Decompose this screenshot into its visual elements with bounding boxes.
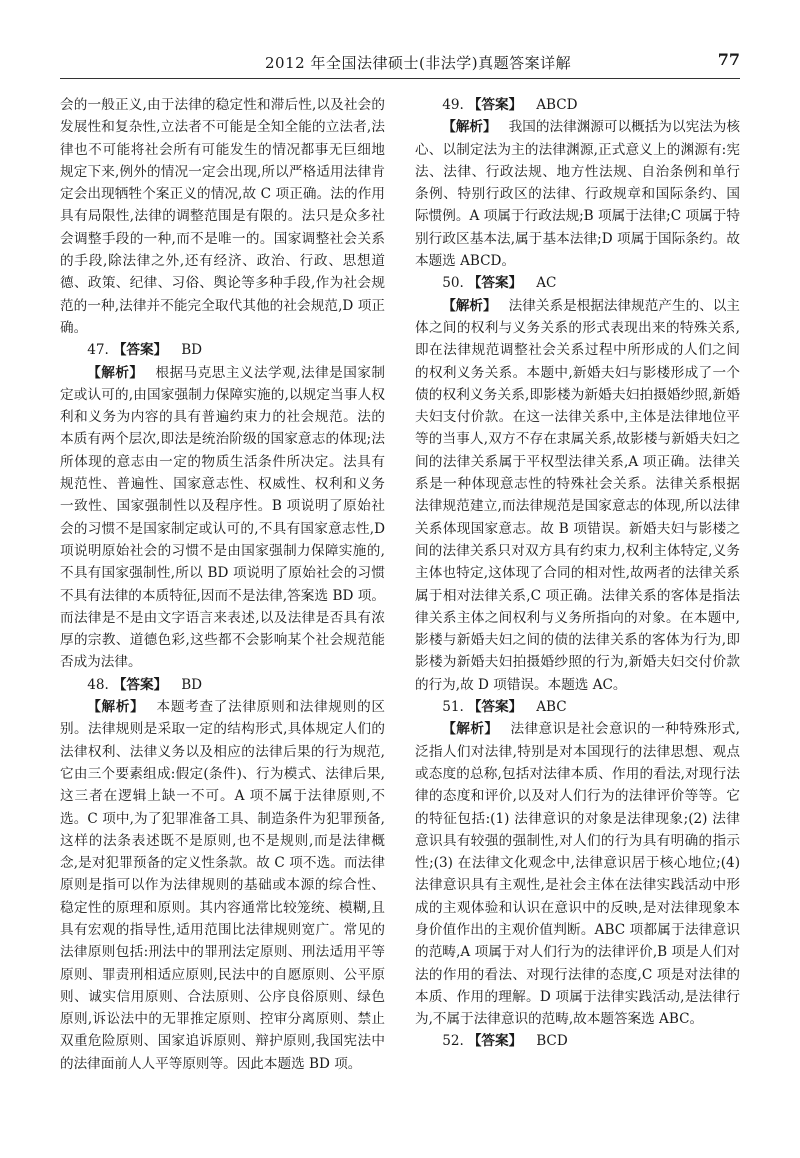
analysis-paragraph-q50 (415, 295, 740, 696)
analysis-paragraph-q47 (60, 362, 385, 674)
analysis-paragraph-q48 (60, 696, 385, 1075)
analysis-paragraph-q51 (415, 718, 740, 1030)
analysis-label: 【解析】 (87, 699, 145, 716)
answer-line-q49 (415, 94, 740, 116)
analysis-text: 法律意识是社会意识的一种特殊形式,泛指人们对法律,特别是对本国现行的法律思想、观点或态度的总称,包括对法律本质、作用的看法,对现行法律的态度和评价,以及对人们行为的法律评价等等。它的特征包括:(1) 法律意识的对象是法律现象;(2) 法律意识具有较强的强制性,对人们的行为具有明确的指示性;(3) 在法律文化观念中,法律意识居于核心地位;(4) 法律意识具有主观性,是社会主体在法律实践活动中形成的主观体验和认识在意识中的反映,是对法律现象本身价值作出的主观价值判断。ABC 项都属于法律意识的范畴,A 项属于对人们行为的法律评价,B 项是人们对法的作用的看法、对现行法律的态度,C 项是对法律的本质、作用的理解。D 项属于法律实践活动,是法律行为,不属于法律意识的范畴,故本题答案选 ABC。 (415, 721, 740, 1028)
answer-label: 【答案】 (112, 342, 168, 359)
answer-value: BCD (536, 1033, 568, 1050)
right-column (415, 94, 740, 1134)
answer-line-q51 (415, 696, 740, 718)
page-header (60, 50, 740, 76)
answer-value: BD (181, 676, 203, 693)
analysis-label: 【解析】 (442, 297, 497, 314)
answer-label: 【答案】 (467, 97, 523, 113)
answer-value: BD (181, 342, 203, 359)
analysis-paragraph-q49 (415, 116, 740, 272)
question-number: 51. (442, 699, 464, 716)
analysis-text: 法律关系是根据法律规范产生的、以主体之间的权利与义务关系的形式表现出来的特殊关系,即在法律规范调整社会关系过程中所形成的人们之间的权利义务关系。本题中,新婚夫妇与影楼形成了一个债的权利义务关系,即影楼为新婚夫妇拍摄婚纱照,新婚夫妇支付价款。在这一法律关系中,主体是法律地位平等的当事人,双方不存在隶属关系,故影楼与新婚夫妇之间的法律关系属于平权型法律关系,A 项正确。法律关系是一种体现意志性的特殊社会关系。法律关系根据法律规范建立,而法律规范是国家意志的体现,所以法律关系体现国家意志。故 B 项错误。新婚夫妇与影楼之间的法律关系只对双方具有约束力,权利主体特定,义务主体也特定,这体现了合同的相对性,故两者的法律关系属于相对法律关系,C 项正确。法律关系的客体是指法律关系主体之间权利与义务所指向的对象。在本题中,影楼与新婚夫妇之间的债的法律关系的客体为行为,即影楼为新婚夫妇拍摄婚纱照的行为,新婚夫妇交付价款的行为,故 D 项错误。本题选 AC。 (415, 297, 740, 693)
analysis-text: 根据马克思主义法学观,法律是国家制定或认可的,由国家强制力保障实施的,以规定当事人权利和义务为内容的具有普遍约束力的社会规范。法的本质有两个层次,即法是统治阶级的国家意志的体现;法所体现的意志由一定的物质生活条件所决定。法具有规范性、普遍性、国家意志性、权威性、权利和义务一致性、国家强制性以及程序性。B 项说明了原始社会的习惯不是国家制定或认可的,不具有国家意志性,D 项说明原始社会的习惯不是由国家强制力保障实施的,不具有国家强制性,所以 BD 项说明了原始社会的习惯不具有法律的本质特征,因而不是法律,答案选 BD 项。而法律是不是由文字语言来表述,以及法律是否具有浓厚的宗教、道德色彩,这些都不会影响某个社会规范能否成为法律。 (60, 364, 385, 671)
answer-value: AC (536, 275, 557, 292)
answer-label: 【答案】 (112, 676, 168, 693)
answer-line-q50 (415, 272, 740, 294)
question-number: 48. (87, 676, 109, 693)
answer-value: ABCD (536, 97, 578, 113)
analysis-text: 我国的法律渊源可以概括为以宪法为核心、以制定法为主的法律渊源,正式意义上的渊源有:宪法、法律、行政法规、地方性法规、自治条例和单行条例、特别行政区的法律、行政规章和国际条约、国际惯例。A 项属于行政法规;B 项属于法律;C 项属于特别行政区基本法,属于基本法律;D 项属于国际条约。故本题选 ABCD。 (415, 119, 740, 270)
page-number: 77 (717, 50, 740, 69)
running-title: 2012 年全国法律硕士(非法学)真题答案详解 (265, 54, 572, 72)
answer-line-q52 (415, 1030, 740, 1052)
question-number: 47. (87, 342, 109, 359)
question-number: 50. (442, 275, 464, 292)
analysis-label: 【解析】 (87, 364, 144, 381)
answer-label: 【答案】 (467, 1033, 523, 1050)
answer-line-q48 (60, 674, 385, 696)
continuation-paragraph: 会的一般正义,由于法律的稳定性和滞后性,以及社会的发展性和复杂性,立法者不可能是全知全能的立法者,法律也不可能将社会所有可能发生的情况都事无巨细地规定下来,例外的情况一定会出现,所以严格适用法律肯定会出现牺牲个案正义的情况,故 C 项正确。法的作用具有局限性,法律的调整范围是有限的。法只是众多社会调整手段的一种,而不是唯一的。国家调整社会关系的手段,除法律之外,还有经济、政治、行政、思想道德、政策、纪律、习俗、舆论等多种手段,作为社会规范的一种,法律并不能完全取代其他的社会规范,D 项正确。 (60, 97, 385, 336)
answer-label: 【答案】 (467, 699, 523, 716)
analysis-label: 【解析】 (442, 721, 499, 738)
analysis-text: 本题考查了法律原则和法律规则的区别。法律规则是采取一定的结构形式,具体规定人们的法律权利、法律义务以及相应的法律后果的行为规范,它由三个要素组成:假定(条件)、行为模式、法律后果,这三者在逻辑上缺一不可。A 项不属于法律原则,不选。C 项中,为了犯罪准备工具、制造条件为犯罪预备,这样的法条表述既不是原则,也不是规则,而是法律概念,是对犯罪预备的定义性条款。故 C 项不选。而法律原则是指可以作为法律规则的基础或本源的综合性、稳定性的原理和原则。其内容通常比较笼统、模糊,且具有宏观的指导性,适用范围比法律规则宽广。常见的法律原则包括:刑法中的罪刑法定原则、刑法适用平等原则、罪责刑相适应原则,民法中的自愿原则、公平原则、诚实信用原则、合法原则、公序良俗原则、绿色原则,诉讼法中的无罪推定原则、控审分离原则、禁止双重危险原则、国家追诉原则、辩护原则,我国宪法中的法律面前人人平等原则等。因此本题选 BD 项。 (60, 699, 385, 1072)
answer-value: ABC (536, 699, 567, 716)
question-number: 52. (442, 1033, 464, 1050)
answer-label: 【答案】 (467, 275, 523, 292)
answer-line-q47 (60, 339, 385, 361)
analysis-label: 【解析】 (442, 119, 497, 136)
left-column (60, 94, 385, 1134)
question-number: 49. (442, 97, 464, 113)
header-rule (60, 78, 740, 79)
